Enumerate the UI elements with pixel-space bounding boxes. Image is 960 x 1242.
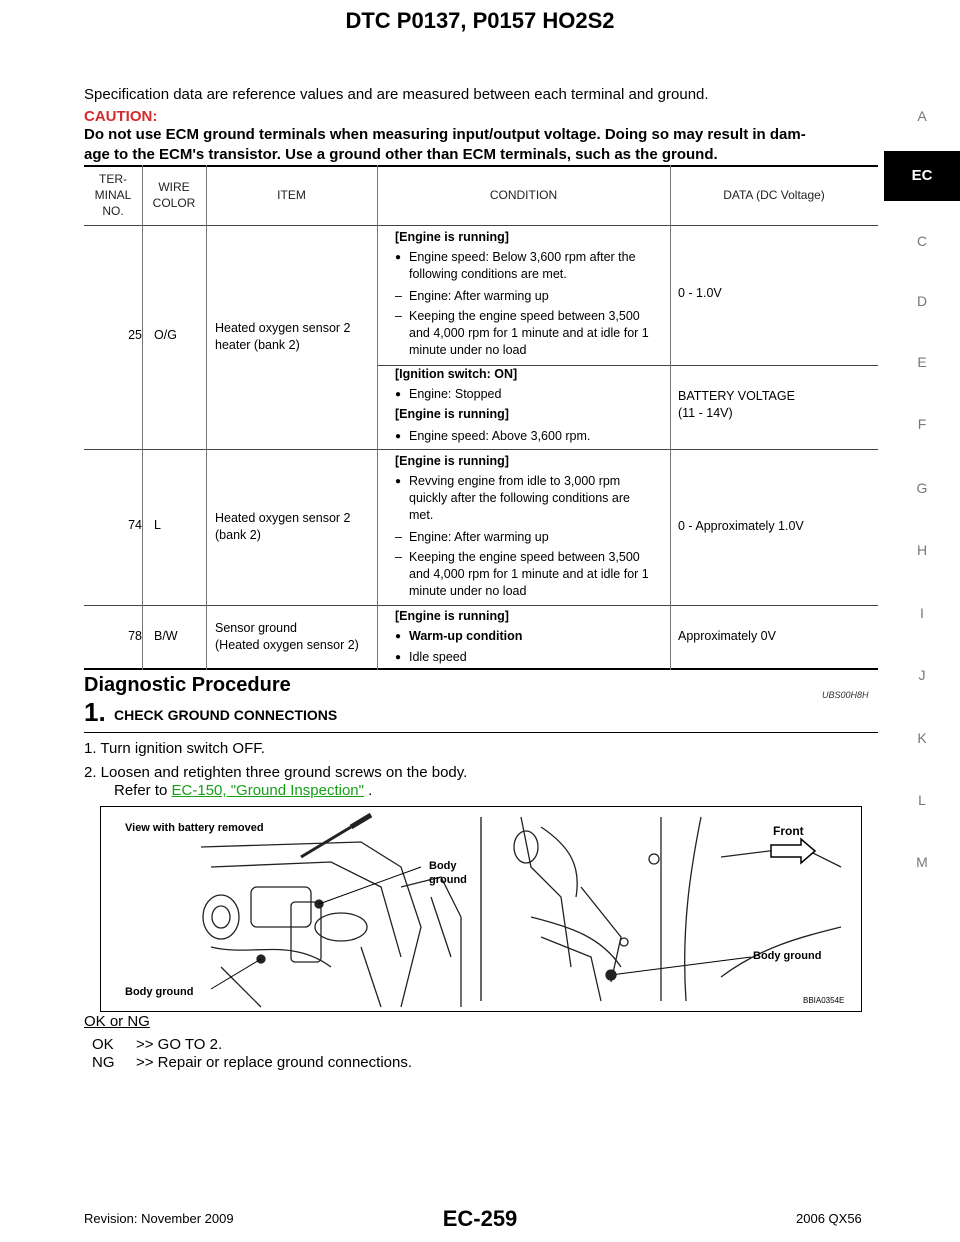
- terminal-spec-table: [84, 165, 878, 670]
- row-74-cond-d2-l1: – Keeping the engine speed between 3,500: [409, 550, 640, 564]
- header-data: DATA (DC Voltage): [723, 188, 825, 202]
- section-index-e[interactable]: E: [917, 354, 927, 370]
- ok-action: >> GO TO 2.: [136, 1036, 223, 1053]
- section-index-m[interactable]: M: [916, 854, 928, 870]
- page-title: DTC P0137, P0157 HO2S2: [345, 8, 615, 33]
- row-74-cond-dash-1: – Engine: After warming up: [395, 529, 549, 546]
- label-body-ground-3: Body ground: [753, 950, 822, 962]
- section-index-c[interactable]: C: [916, 233, 928, 249]
- row-74-cond-bullet: [395, 473, 630, 524]
- ground-inspection-link[interactable]: EC-150, "Ground Inspection": [171, 782, 364, 799]
- header-terminal: [84, 171, 142, 219]
- section-index-l[interactable]: L: [918, 792, 926, 808]
- row-25-cond-a-d2-l3: minute under no load: [409, 343, 527, 357]
- row-25-data-a: 0 - 1.0V: [678, 286, 722, 300]
- row-74-cond-b1-l2: quickly after the following conditions are: [409, 491, 630, 505]
- row-74-terminal: 74: [128, 518, 142, 532]
- row-78-cond-bullet-2: ● Idle speed: [395, 649, 467, 666]
- table-col-divider: [377, 165, 378, 670]
- row-78-cond-title: [Engine is running]: [395, 609, 509, 623]
- row-78-item-l2: (Heated oxygen sensor 2): [215, 638, 359, 652]
- label-body-ground-1a: Body: [429, 860, 457, 872]
- row-74-cond-d2-l3: minute under no load: [409, 584, 527, 598]
- header-wire-l1: WIRE: [158, 180, 190, 194]
- header-wire-color: [142, 179, 206, 211]
- table-col-divider: [142, 165, 143, 670]
- row-25-cond-a-d2-l1: – Keeping the engine speed between 3,500: [409, 309, 640, 323]
- caution-line-1: Do not use ECM ground terminals when measuring input/output voltage. Doing so may result in dam-: [84, 126, 806, 143]
- section-index-d[interactable]: D: [916, 293, 928, 309]
- caution-line-2: age to the ECM's transistor. Use a ground other than ECM terminals, such as the ground.: [84, 146, 718, 163]
- label-body-ground-2: Body ground: [125, 986, 194, 998]
- instruction-1: 1. Turn ignition switch OFF.: [84, 740, 265, 757]
- row-78-data: Approximately 0V: [678, 629, 776, 643]
- step-rule: [84, 732, 878, 733]
- refer-prefix: Refer to: [114, 782, 168, 799]
- instruction-2: 2. Loosen and retighten three ground screws on the body.: [84, 764, 468, 781]
- caution-label: CAUTION:: [84, 108, 158, 125]
- row-74-data: 0 - Approximately 1.0V: [678, 519, 804, 533]
- table-rule-bottom: [84, 668, 878, 670]
- header-terminal-l2: MINAL: [94, 188, 132, 202]
- row-78-cond-bullet-1: ● Warm-up condition: [395, 628, 522, 645]
- section-index-ec[interactable]: EC: [884, 151, 960, 201]
- header-terminal-l3: NO.: [102, 204, 124, 218]
- section-index-g[interactable]: G: [916, 480, 928, 496]
- vehicle-model: 2006 QX56: [796, 1211, 862, 1226]
- caution-text: [84, 125, 884, 165]
- table-rule-row1: [84, 449, 878, 450]
- section-code: UBS00H8H: [822, 690, 869, 700]
- table-col-divider: [670, 165, 671, 670]
- row-25-terminal: 25: [128, 328, 142, 342]
- section-index-a[interactable]: A: [917, 108, 927, 124]
- row-74-item-l1: Heated oxygen sensor 2: [215, 511, 351, 525]
- row-74-cond-b1-l1: ● Revving engine from idle to 3,000 rpm: [409, 474, 621, 488]
- row-25-cond-b-bullet-2: ● Engine speed: Above 3,600 rpm.: [395, 428, 590, 445]
- engine-bay-drawing: [201, 815, 461, 1007]
- front-arrow-icon: [771, 839, 815, 863]
- table-col-divider: [206, 165, 207, 670]
- row-25-cond-b-title-2: [Engine is running]: [395, 407, 509, 421]
- header-condition: CONDITION: [489, 188, 558, 202]
- page-number: EC-259: [442, 1206, 518, 1231]
- row-78-terminal: 78: [128, 629, 142, 643]
- label-body-ground-1b: ground: [429, 874, 467, 886]
- table-rule-top: [84, 165, 878, 167]
- row-25-item-l1: Heated oxygen sensor 2: [215, 321, 351, 335]
- header-terminal-l1: TER-: [99, 172, 127, 186]
- row-25-cond-b-title-1: [Ignition switch: ON]: [395, 367, 518, 381]
- header-item: ITEM: [277, 188, 306, 202]
- section-heading: Diagnostic Procedure: [84, 674, 291, 696]
- row-25-data-b-l2: (11 - 14V): [678, 406, 733, 420]
- section-index-k[interactable]: K: [917, 730, 927, 746]
- row-25-cond-a-dash-2: [395, 308, 649, 359]
- row-25-cond-a-d2-l2: and 4,000 rpm for 1 minute and at idle for 1: [409, 326, 649, 340]
- row-74-item-l2: (bank 2): [215, 528, 261, 542]
- row-74-cond-d2-l2: and 4,000 rpm for 1 minute and at idle for 1: [409, 567, 649, 581]
- row-25-wire: O/G: [154, 328, 177, 342]
- ng-action: >> Repair or replace ground connections.: [136, 1054, 413, 1071]
- section-index-j[interactable]: J: [918, 667, 926, 683]
- ok-key: OK: [92, 1036, 114, 1053]
- refer-suffix: .: [368, 782, 373, 799]
- row-25-item: [215, 320, 375, 354]
- row-25-cond-a-dash-1: – Engine: After warming up: [395, 288, 549, 305]
- row-74-cond-title: [Engine is running]: [395, 454, 509, 468]
- ground-location-illustration: [101, 807, 861, 1011]
- row-25-cond-a-title: [Engine is running]: [395, 230, 509, 244]
- row-25-item-l2: heater (bank 2): [215, 338, 300, 352]
- row-25-cond-a-bullet: [395, 249, 636, 283]
- row-74-item: [215, 510, 375, 544]
- refer-line: [114, 782, 372, 800]
- revision-date: Revision: November 2009: [84, 1211, 234, 1226]
- step-title: CHECK GROUND CONNECTIONS: [114, 707, 338, 723]
- label-view: View with battery removed: [125, 822, 264, 834]
- row-25-data-b: [678, 388, 795, 422]
- section-index-i[interactable]: I: [920, 605, 924, 621]
- row-74-wire: L: [154, 518, 161, 532]
- row-25-data-b-l1: BATTERY VOLTAGE: [678, 389, 795, 403]
- table-rule-header: [84, 225, 878, 226]
- label-front: Front: [773, 824, 804, 838]
- step-number: 1.: [84, 697, 106, 727]
- row-78-item: [215, 620, 375, 654]
- section-index-h[interactable]: H: [916, 542, 928, 558]
- row-74-cond-dash-2: [395, 549, 649, 600]
- spec-note: Specification data are reference values and are measured between each terminal and ground.: [84, 86, 709, 103]
- ng-key: NG: [92, 1054, 115, 1071]
- ground-location-figure: [100, 806, 862, 1012]
- section-index-f[interactable]: F: [917, 416, 927, 432]
- header-wire-l2: COLOR: [152, 196, 196, 210]
- section-index: [884, 0, 960, 1242]
- table-rule-row2: [84, 605, 878, 606]
- row-78-item-l1: Sensor ground: [215, 621, 298, 635]
- row-25-cond-b-bullet-1: ● Engine: Stopped: [395, 386, 501, 403]
- figure-id: BBIA0354E: [803, 996, 845, 1005]
- row-78-wire: B/W: [154, 629, 178, 643]
- row-74-cond-b1-l3: met.: [409, 508, 434, 522]
- ok-ng-label: OK or NG: [84, 1013, 150, 1030]
- row-25-cond-a-b1-l2: following conditions are met.: [409, 267, 567, 281]
- row-25-cond-a-b1-l1: ● Engine speed: Below 3,600 rpm after the: [409, 250, 636, 264]
